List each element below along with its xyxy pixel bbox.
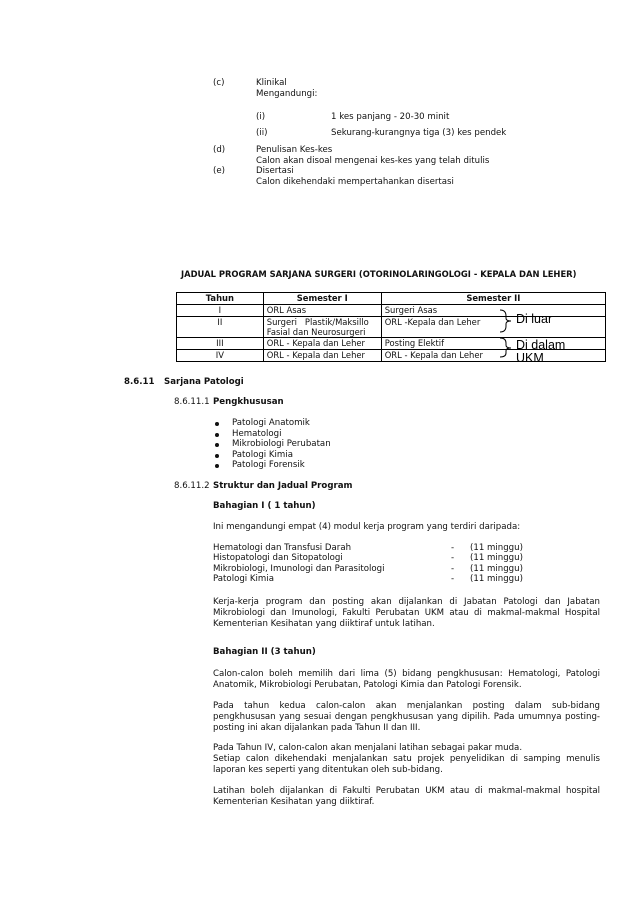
row-sem1-line2: Fasial dan Neurosurgeri (266, 327, 366, 337)
header-semester-2: Semester II (381, 293, 605, 305)
header-semester-1: Semester I (263, 293, 381, 305)
section-number: 8.6.11 (124, 377, 155, 387)
subsection-2-number: 8.6.11.2 (174, 481, 210, 491)
row-year: III (177, 338, 264, 350)
module-dash: - (451, 574, 455, 584)
callout-outside: Di luar (516, 312, 553, 326)
row-year: IV (177, 350, 264, 362)
list-item: Patologi Forensik (232, 460, 305, 470)
header-year: Tahun (177, 293, 264, 305)
module-dash: - (451, 553, 455, 563)
part2-paragraph-3a: Pada Tahun IV, calon-calon akan menjalani latihan sebagai pakar muda. (213, 743, 523, 753)
bullet-icon (215, 422, 219, 426)
bullet-icon (215, 464, 219, 468)
item-ii-label: (ii) (256, 128, 268, 138)
part2-title: Bahagian II (3 tahun) (213, 647, 316, 657)
part1-title: Bahagian I ( 1 tahun) (213, 501, 316, 511)
item-c-subtitle: Mengandungi: (256, 89, 318, 99)
list-item: Patologi Anatomik (232, 418, 310, 428)
module-name: Histopatologi dan Sitopatologi (213, 553, 343, 563)
list-item: Patologi Kimia (232, 450, 293, 460)
callout-inside-clip (510, 351, 570, 365)
module-dash: - (451, 543, 455, 553)
row-sem1: ORL - Kepala dan Leher (263, 338, 381, 350)
part2-paragraph-3b: Setiap calon dikehendaki menjalankan satu projek penyelidikan di samping menulis laporan kes seperti yang ditentukan oleh sub-bidang. (213, 754, 600, 775)
callout-inside-line2: UKM (516, 351, 544, 365)
row-sem1 (263, 317, 381, 338)
module-weeks: (11 minggu) (470, 574, 523, 584)
item-d-title: Penulisan Kes-kes (256, 145, 333, 155)
module-dash: - (451, 564, 455, 574)
part1-intro: Ini mengandungi empat (4) modul kerja program yang terdiri daripada: (213, 522, 521, 532)
row-sem1-line1: Surgeri Plastik/Maksillo (266, 317, 369, 327)
item-ii-text: Sekurang-kurangnya tiga (3) kes pendek (331, 128, 507, 138)
list-item: Mikrobiologi Perubatan (232, 439, 331, 449)
section-title: Sarjana Patologi (164, 377, 244, 387)
row-year: I (177, 305, 264, 317)
row-sem2: ORL -Kepala dan Leher (381, 317, 605, 338)
part2-paragraph-4: Latihan boleh dijalankan di Fakulti Perubatan UKM atau di makmal-makmal hospital Kementerian Kesihatan yang diiktiraf. (213, 786, 600, 807)
row-sem2: ORL - Kepala dan Leher (381, 350, 605, 362)
bullet-icon (215, 433, 219, 437)
subsection-1-number: 8.6.11.1 (174, 397, 210, 407)
module-weeks: (11 minggu) (470, 543, 523, 553)
item-e-label: (e) (213, 166, 225, 176)
item-c-label: (c) (213, 78, 225, 88)
module-name: Mikrobiologi, Imunologi dan Parasitologi (213, 564, 385, 574)
item-e-title: Disertasi (256, 166, 294, 176)
row-sem1: ORL Asas (263, 305, 381, 317)
module-name: Hematologi dan Transfusi Darah (213, 543, 352, 553)
bullet-icon (215, 443, 219, 447)
callout-inside-line1: Di dalam (516, 338, 566, 352)
module-weeks: (11 minggu) (470, 564, 523, 574)
row-sem2: Posting Elektif (381, 338, 605, 350)
brace-icon (498, 308, 516, 358)
item-e-text: Calon dikehendaki mempertahankan disertasi (256, 177, 454, 187)
part2-paragraph-2: Pada tahun kedua calon-calon akan menjalankan posting dalam sub-bidang pengkhususan yang sesuai dengan pengkhususan yang dipilih. Pada umumnya posting-posting ini akan dijalankan pada Tahun II dan III. (213, 701, 600, 733)
item-i-text: 1 kes panjang - 20-30 minit (331, 112, 450, 122)
row-sem2: Surgeri Asas (381, 305, 605, 317)
bullet-icon (215, 454, 219, 458)
item-d-text: Calon akan disoal mengenai kes-kes yang telah ditulis (256, 156, 490, 166)
subsection-1-title: Pengkhususan (213, 397, 284, 407)
item-c-title: Klinikal (256, 78, 287, 88)
list-item: Hematologi (232, 429, 282, 439)
subsection-2-title: Struktur dan Jadual Program (213, 481, 353, 491)
module-name: Patologi Kimia (213, 574, 274, 584)
part2-paragraph-1: Calon-calon boleh memilih dari lima (5) bidang pengkhususan: Hematologi, Patologi Anatomik, Mikrobiologi Perubatan, Patologi Kimia dan Patologi Forensik. (213, 669, 600, 690)
item-i-label: (i) (256, 112, 266, 122)
table-header-row (177, 293, 606, 305)
part1-paragraph: Kerja-kerja program dan posting akan dijalankan di Jabatan Patologi dan Jabatan Mikrobiologi dan Imunologi, Fakulti Perubatan UKM atau di makmal-makmal Hospital Kementerian Kesihatan yang diiktiraf untuk latihan. (213, 597, 600, 629)
row-year: II (177, 317, 264, 338)
schedule-title: JADUAL PROGRAM SARJANA SURGERI (OTORINOLARINGOLOGI - KEPALA DAN LEHER) (181, 269, 577, 279)
item-d-label: (d) (213, 145, 226, 155)
row-sem1: ORL - Kepala dan Leher (263, 350, 381, 362)
module-weeks: (11 minggu) (470, 553, 523, 563)
